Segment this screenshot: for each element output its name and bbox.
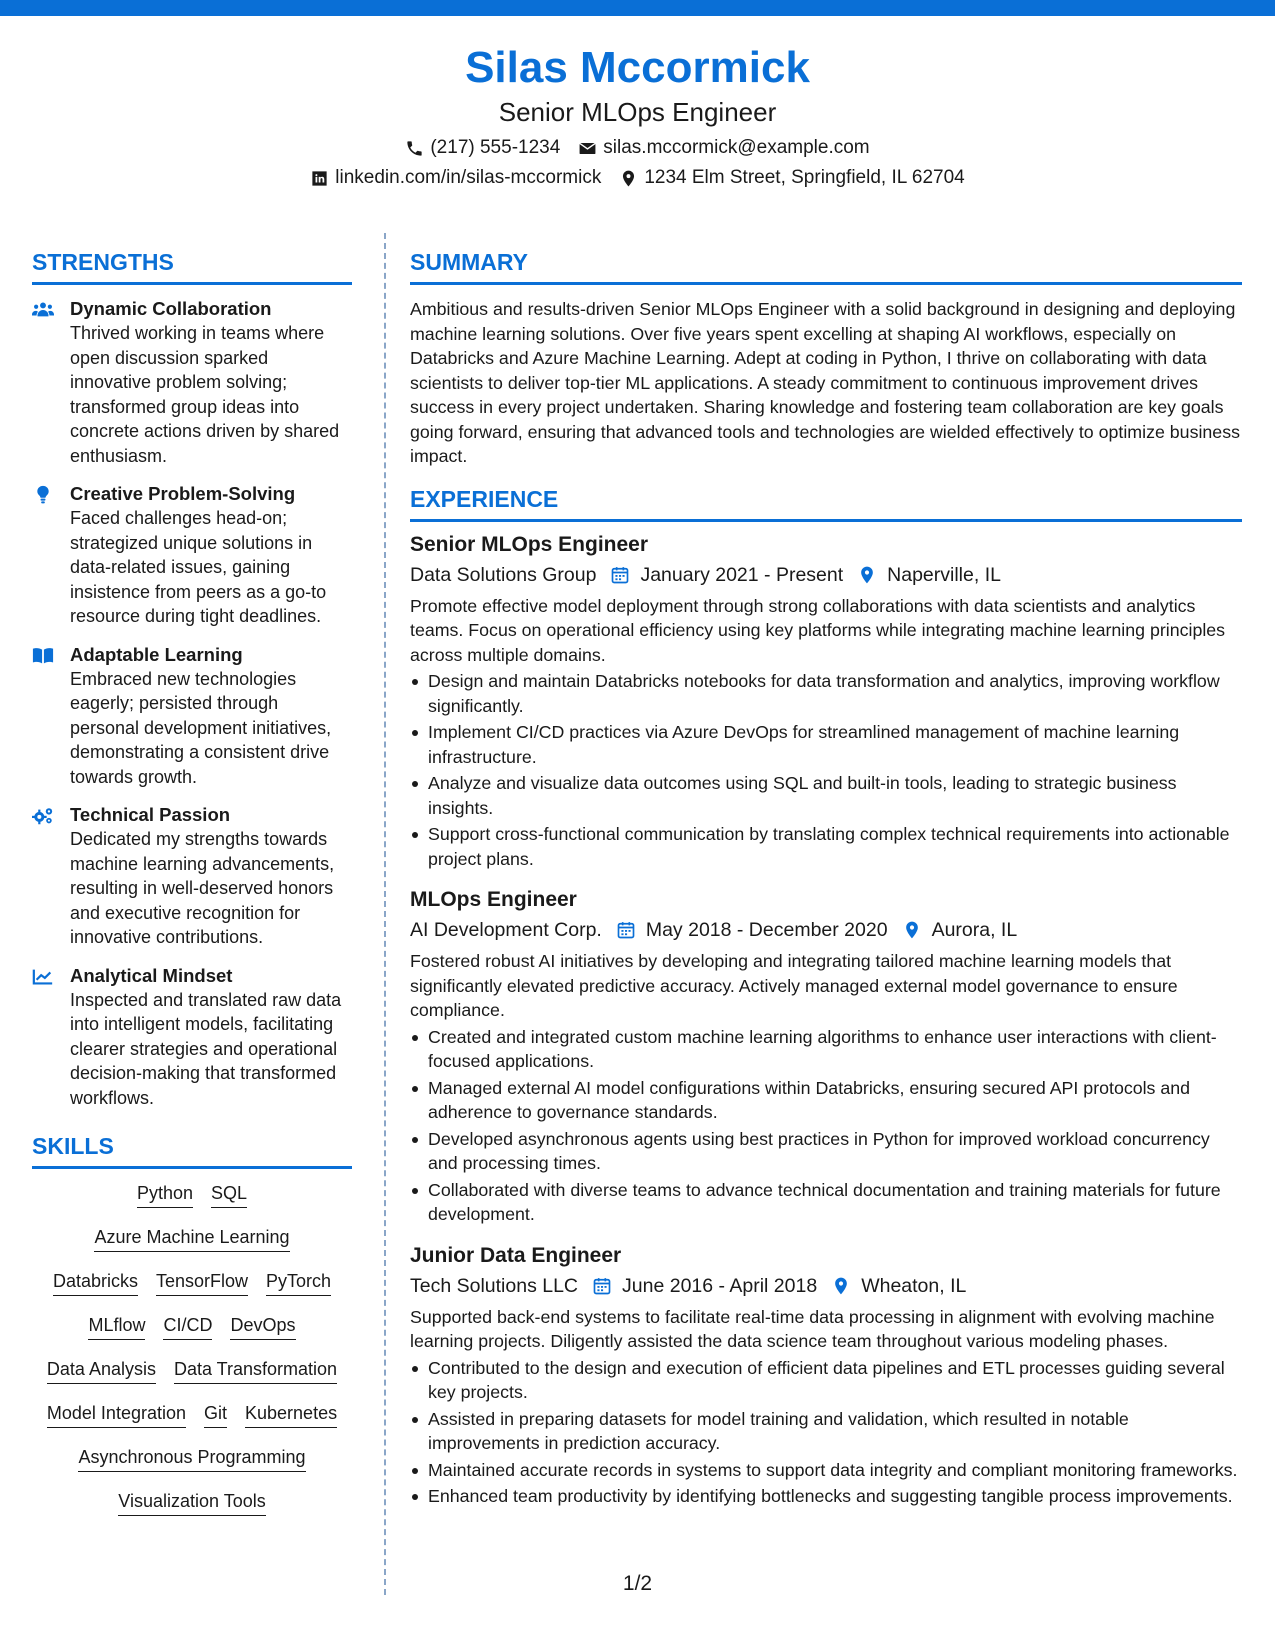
strength-title: Dynamic Collaboration (70, 298, 272, 319)
column-divider (384, 233, 386, 1595)
job-role: Senior MLOps Engineer (410, 532, 649, 556)
job-bullet: Contributed to the design and execution of efficient data pipelines and ETL processes guiding several key projects. (410, 1356, 1242, 1405)
job-entry (410, 530, 1242, 872)
strength-desc: Dedicated my strengths towards machine learning advancements, resulting in well-deserved honors and executive recognition for innovative contributions. (70, 829, 335, 947)
job-role: Junior Data Engineer (410, 1243, 622, 1267)
job-location: Aurora, IL (931, 919, 1018, 941)
skill-tag: DevOps (230, 1313, 295, 1340)
job-location: Wheaton, IL (861, 1274, 967, 1297)
job-dates: May 2018 - December 2020 (645, 919, 888, 941)
skill-tag: Data Analysis (47, 1357, 156, 1384)
strength-title: Creative Problem-Solving (70, 483, 296, 504)
contact-row-primary (0, 136, 1275, 160)
job-bullets (410, 1025, 1242, 1227)
job-bullets (410, 669, 1242, 871)
skill-tag: Visualization Tools (118, 1489, 265, 1516)
job-bullets (410, 1356, 1242, 1509)
strength-desc: Inspected and translated raw data into intelligent models, facilitating clearer strategies and operational decision-making that transformed workflows. (70, 989, 342, 1108)
skill-tag: Python (137, 1181, 193, 1208)
chart-line-icon (32, 967, 54, 987)
job-bullet: Enhanced team productivity by identifying bottlenecks and suggesting tangible process improvements. (410, 1484, 1242, 1509)
top-accent-bar (0, 0, 1275, 16)
cogs-icon (32, 806, 54, 826)
skill-tag: Model Integration (47, 1401, 186, 1428)
contact-phone[interactable] (405, 136, 560, 160)
job-bullet: Design and maintain Databricks notebooks for data transformation and analytics, improving workflow significantly. (410, 669, 1242, 718)
skill-tag: SQL (211, 1181, 247, 1208)
job-bullet: Analyze and visualize data outcomes using SQL and built-in tools, leading to strategic business insights. (410, 771, 1242, 820)
candidate-name: Silas Mccormick (465, 43, 810, 92)
job-company: Tech Solutions LLC (410, 1274, 579, 1297)
skills-list (32, 1181, 352, 1516)
page-number: 1/2 (622, 1572, 653, 1595)
job-meta (410, 915, 1242, 945)
strength-item (32, 482, 352, 629)
strength-desc: Thrived working in teams where open discussion sparked innovative problem solving; transformed group ideas into concrete actions driven by shared enthusiasm. (70, 323, 340, 466)
envelope-icon (578, 139, 597, 158)
job-description: Fostered robust AI initiatives by developing and integrating tailored machine learning models that significantly elevated predictive accuracy. Actively managed external model governance to ensure compliance. (410, 951, 1178, 1020)
skill-tag: Databricks (53, 1269, 138, 1296)
skills-heading: SKILLS (32, 1132, 352, 1169)
skill-tag: Git (204, 1401, 227, 1428)
experience-heading: EXPERIENCE (410, 485, 1242, 522)
phone-text: (217) 555-1234 (430, 137, 561, 158)
skill-tag: Data Transformation (174, 1357, 337, 1384)
job-bullet: Implement CI/CD practices via Azure DevOps for streamlined management of machine learning infrastructure. (410, 720, 1242, 769)
job-entry (410, 1241, 1242, 1509)
job-bullet: Managed external AI model configurations within Databricks, ensuring secured API protocols and adherence to governance standards. (410, 1076, 1242, 1125)
users-icon (32, 300, 54, 320)
job-entry (410, 885, 1242, 1227)
job-company: Data Solutions Group (410, 563, 597, 586)
strength-title: Adaptable Learning (70, 643, 243, 665)
calendar-icon (610, 565, 630, 585)
phone-icon (405, 139, 424, 158)
right-column (410, 248, 1242, 1523)
contact-row-secondary (0, 166, 1275, 190)
calendar-icon (616, 920, 636, 940)
email-text: silas.mccormick@example.com (603, 137, 870, 158)
strength-item (32, 297, 352, 468)
job-meta (410, 560, 1242, 590)
job-company: AI Development Corp. (410, 919, 602, 941)
map-pin-icon (619, 169, 638, 188)
book-icon (32, 646, 54, 666)
strengths-section (32, 248, 352, 1110)
strength-item (32, 803, 352, 950)
contact-linkedin[interactable] (310, 166, 601, 190)
experience-section (410, 485, 1242, 1509)
strength-title: Technical Passion (70, 804, 231, 825)
job-bullet: Collaborated with diverse teams to advance technical documentation and training materials for future development. (410, 1178, 1242, 1227)
contact-email[interactable] (578, 136, 869, 160)
map-pin-icon (902, 920, 922, 940)
strength-title: Analytical Mindset (70, 964, 233, 986)
skill-tag: MLflow (88, 1313, 145, 1340)
map-pin-icon (831, 1276, 851, 1296)
calendar-icon (592, 1276, 612, 1296)
candidate-title: Senior MLOps Engineer (498, 97, 777, 127)
resume-header (0, 40, 1275, 190)
skill-tag: Asynchronous Programming (78, 1445, 305, 1472)
strength-item (32, 964, 352, 1111)
linkedin-icon (310, 169, 329, 188)
job-location: Naperville, IL (887, 563, 1001, 586)
summary-heading: SUMMARY (410, 248, 1242, 285)
left-column (32, 248, 352, 1533)
job-dates: January 2021 - Present (640, 563, 844, 586)
job-meta (410, 1271, 1242, 1301)
skill-tag: PyTorch (266, 1269, 331, 1296)
job-description: Promote effective model deployment through strong collaborations with data scientists and analytics teams. Focus on operational efficiency using key platforms while integrating machine learning principles across multiple domains. (410, 595, 1226, 665)
job-bullet: Assisted in preparing datasets for model training and validation, which resulted in notable improvements in prediction accuracy. (410, 1407, 1242, 1456)
skill-tag: TensorFlow (156, 1269, 248, 1296)
summary-text: Ambitious and results-driven Senior MLOps Engineer with a solid background in designing and deploying machine learning solutions. Over five years spent excelling at shaping AI workflows, especially on Databricks and Azure Machine Learning. Adept at coding in Python, I thrive on collaborating with data scientists to deliver top-tier ML applications. A steady commitment to continuous improvement drives success in every project undertaken. Sharing knowledge and fostering team collaboration are key goals going forward, ensuring that advanced tools and technologies are wielded effectively to optimize business impact. (410, 299, 1240, 466)
lightbulb-icon (32, 485, 54, 505)
map-pin-icon (857, 565, 877, 585)
strength-desc: Faced challenges head-on; strategized unique solutions in data-related issues, gaining insistence from peers as a go-to resource during tight deadlines. (70, 508, 327, 626)
contact-address (619, 166, 964, 190)
strength-item (32, 643, 352, 790)
job-bullet: Developed asynchronous agents using best practices in Python for improved workload concurrency and processing times. (410, 1127, 1242, 1176)
skills-section (32, 1132, 352, 1516)
job-role: MLOps Engineer (410, 888, 577, 911)
job-dates: June 2016 - April 2018 (622, 1274, 818, 1297)
job-bullet: Created and integrated custom machine learning algorithms to enhance user interactions with client-focused applications. (410, 1025, 1242, 1074)
address-text: 1234 Elm Street, Springfield, IL 62704 (644, 167, 965, 188)
job-bullet: Maintained accurate records in systems to support data integrity and compliant monitoring frameworks. (410, 1458, 1242, 1483)
strength-desc: Embraced new technologies eagerly; persisted through personal development initiatives, demonstrating a consistent drive towards growth. (70, 668, 332, 787)
linkedin-text: linkedin.com/in/silas-mccormick (335, 167, 602, 188)
job-bullet: Support cross-functional communication by translating complex technical requirements into actionable project plans. (410, 822, 1242, 871)
summary-section (410, 248, 1242, 469)
skill-tag: Kubernetes (245, 1401, 337, 1428)
strengths-heading: STRENGTHS (32, 248, 352, 285)
skill-tag: Azure Machine Learning (94, 1225, 289, 1252)
skill-tag: CI/CD (163, 1313, 212, 1340)
job-description: Supported back-end systems to facilitate real-time data processing in alignment with evolving machine learning projects. Diligently assisted the data science team throughout various modeling phases. (410, 1306, 1215, 1351)
